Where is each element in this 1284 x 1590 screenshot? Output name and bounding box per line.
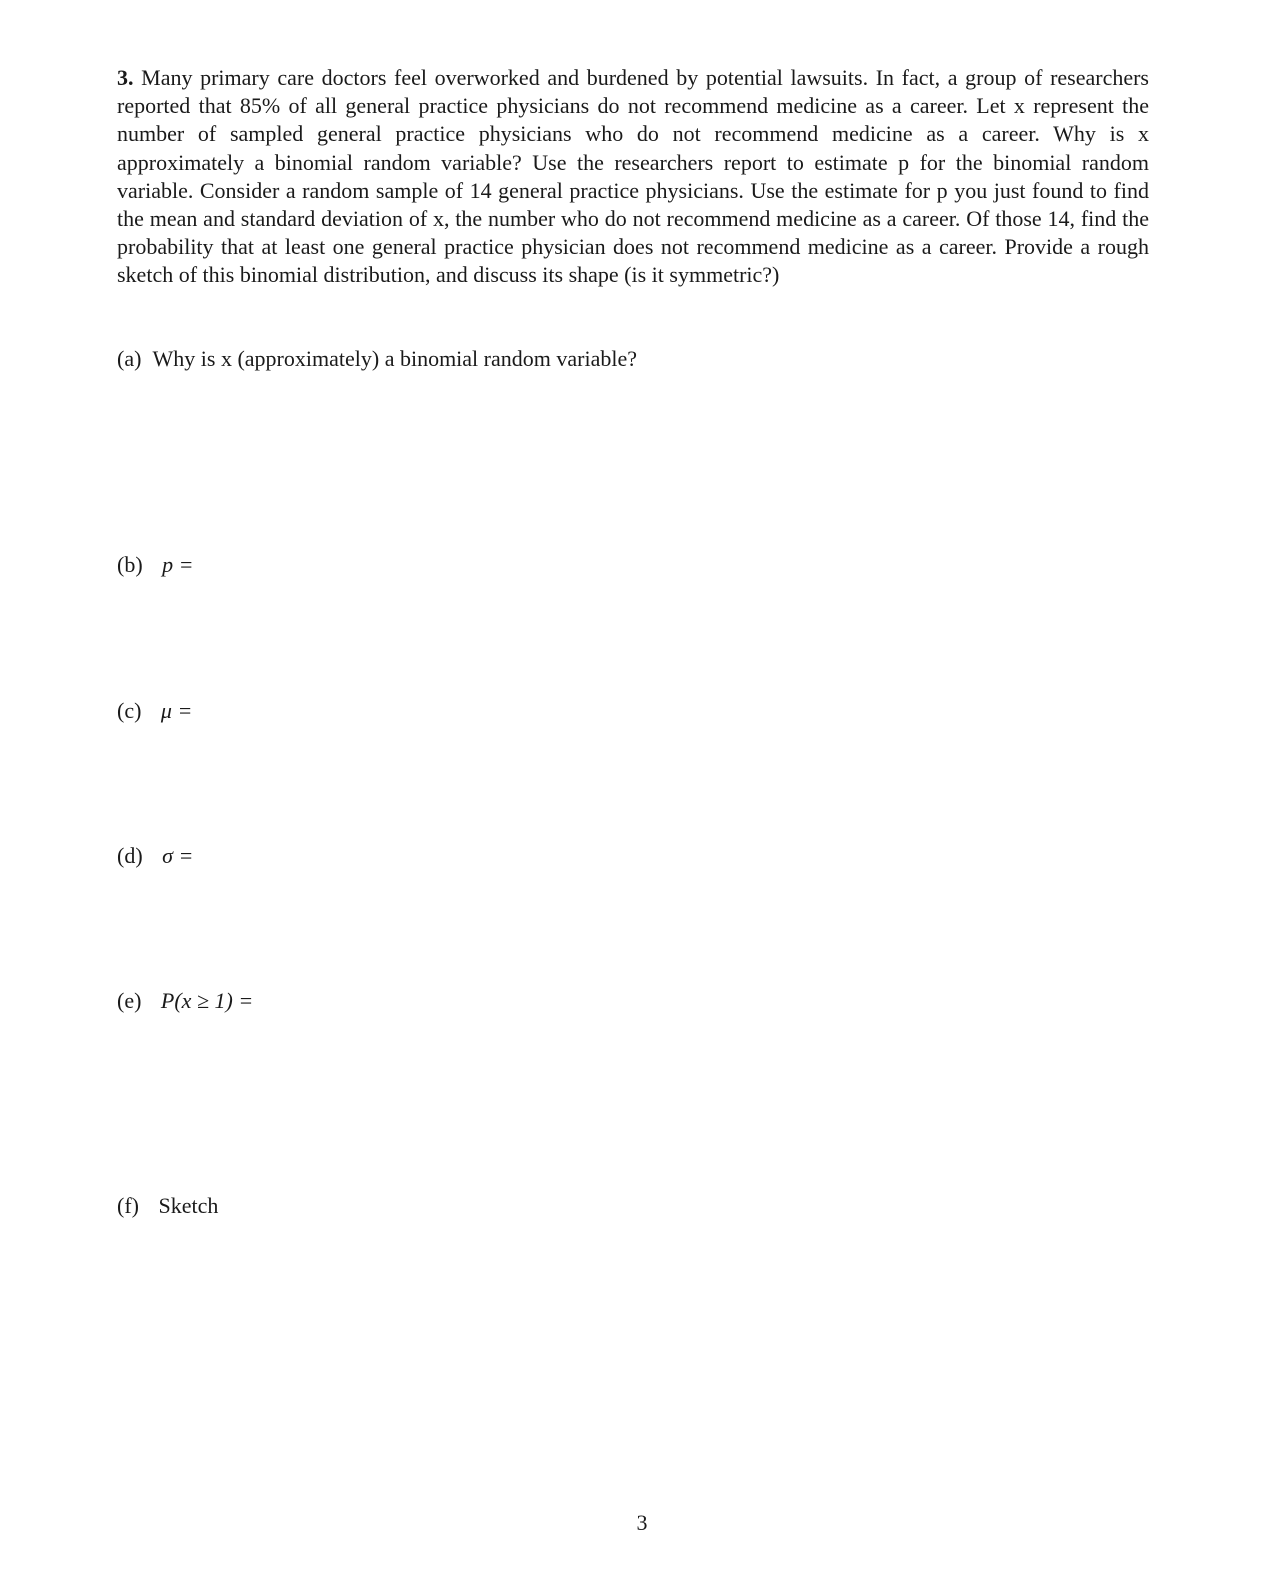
page-number: 3	[636, 1510, 648, 1535]
part-d-expression: σ =	[162, 843, 194, 868]
part-a-question: Why is x (approximately) a binomial random variable?	[152, 346, 637, 371]
part-a-label: (a)	[117, 346, 142, 371]
problem-statement	[117, 64, 1149, 290]
part-d-label: (d)	[117, 843, 143, 868]
part-b-label: (b)	[117, 552, 143, 577]
part-f	[117, 1192, 218, 1220]
part-a	[117, 345, 637, 373]
part-b	[117, 551, 194, 579]
part-c-expression: μ =	[160, 698, 193, 723]
part-f-label: (f)	[117, 1193, 139, 1218]
problem-number: 3.	[117, 65, 134, 90]
part-c	[117, 697, 192, 725]
part-b-expression: p =	[162, 552, 194, 577]
part-e-expression: P(x ≥ 1) =	[160, 988, 254, 1013]
part-e	[117, 987, 253, 1015]
part-c-label: (c)	[117, 698, 142, 723]
part-f-text: Sketch	[158, 1193, 219, 1218]
problem-text: Many primary care doctors feel overworked and burdened by potential lawsuits. In fact, a group of researchers reported that 85% of all general practice physicians do not recommend medicine as a career. Let x represent the number of sampled general practice physicians who do not recommend medicine as a career. Why is x approximately a binomial random variable? Use the researchers report to estimate p for the binomial random variable. Consider a random sample of 14 general practice physicians. Use the estimate for p you just found to find the mean and standard deviation of x, the number who do not recommend medicine as a career. Of those 14, find the probability that at least one general practice physician does not recommend medicine as a career. Provide a rough sketch of this binomial distribution, and discuss its shape (is it symmetric?)	[117, 65, 1149, 288]
part-e-label: (e)	[117, 988, 142, 1013]
part-d	[117, 842, 193, 870]
